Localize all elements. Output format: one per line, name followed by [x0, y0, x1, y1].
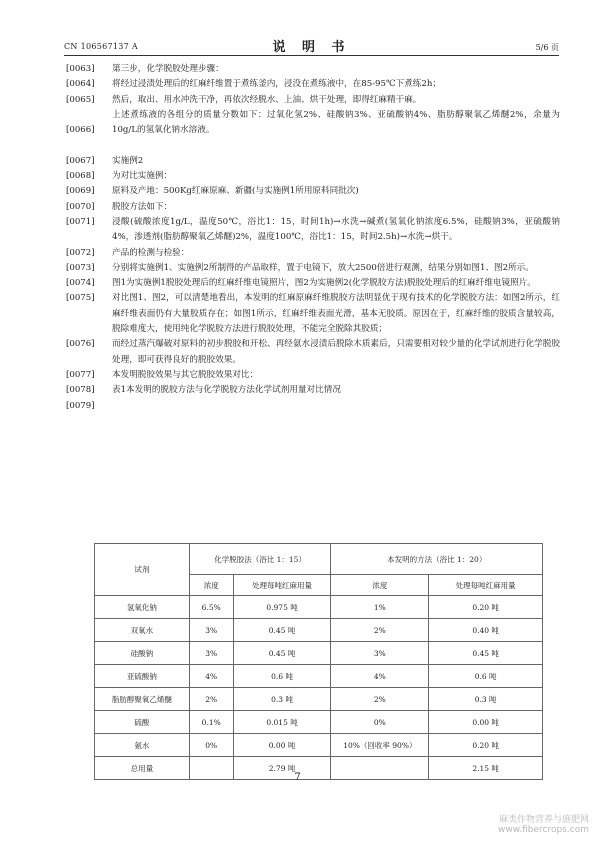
paragraph-text: 分别将实施例1、实施例2所制得的产品取样，置于电镜下，放大2500倍进行观测，结果分别如图1、图2所示。 [112, 262, 534, 273]
paragraph-text: 本发明脱胶效果与其它脱胶效果对比： [112, 369, 259, 380]
concentration-header: 浓度 [331, 575, 429, 596]
paragraph-text: 为对比实施例： [112, 171, 173, 182]
paragraph-text: 脱胶方法如下： [112, 201, 173, 212]
table-cell: 0.45 吨 [233, 642, 331, 665]
paragraph-number: [0072] [66, 247, 95, 258]
paragraph-text: 将经过浸渍处理后的红麻纤维置于煮练釜内，浸没在煮练液中，在85-95℃下煮练2h； [112, 79, 441, 90]
paragraph-text: 而经过蒸汽爆破对原料的初步脱胶和开松、再经氨水浸渍后脱除木质素后，只需要相对较少量的化学试剂进行化学脱胶处理，即可获得良好的脱胶效果。 [112, 339, 560, 365]
paragraph-text: 对比图1、图2，可以清楚地看出，本发明的红麻原麻纤维脱胶方法明显优于现有技术的化学脱胶方法：如图2所示，红麻纤维表面仍有大量胶质存在；如图1所示，红麻纤维表面光滑，基本无胶质。原因在于，红麻纤维的胶质含量较高，脱除难度大，使用纯化学脱胶方法进行脱胶处理，不能完全脱除其胶质； [112, 293, 560, 335]
table-cell: 3% [189, 642, 233, 665]
table-cell: 3% [331, 642, 429, 665]
table-row [95, 642, 543, 665]
paragraph-number: [0079] [66, 400, 95, 411]
paragraph-number: [0077] [66, 369, 95, 380]
table-cell: 0.975 吨 [233, 596, 331, 619]
table-cell: 2% [189, 688, 233, 711]
paragraph-text: 产品的检测与检验： [112, 247, 190, 258]
page-header [64, 36, 559, 56]
chemical-method-header: 化学脱胶法（浴比 1：15） [189, 544, 331, 575]
paragraph [66, 215, 560, 246]
paragraph [66, 276, 560, 291]
reagent-column-header: 试剂 [95, 544, 190, 596]
document-number: CN 106567137 A [64, 42, 138, 51]
table-cell: 0.20 吨 [429, 596, 543, 619]
table-cell: 0.45 吨 [429, 642, 543, 665]
paragraph [66, 93, 560, 108]
paragraph-number: [0071] [66, 216, 95, 227]
table-cell: 0.45 吨 [233, 619, 331, 642]
document-title: 说 明 书 [272, 40, 351, 55]
paragraph [66, 291, 560, 337]
table-cell: 2% [331, 619, 429, 642]
paragraph-text: 浸酸(硫酸浓度1g/L，温度50℃，浴比1：15，时间1h)→水洗→碱煮(氢氧化钠浓度6.5%，硅酸钠3%，亚硫酸钠4%，渗透剂(脂肪醇聚氧乙烯醚)2%，温度100℃，浴比1：15，时间2.5h)→水洗→烘干。 [112, 216, 560, 243]
reagent-name: 总用量 [95, 757, 190, 780]
table-header-row [95, 544, 543, 575]
paragraph [66, 108, 560, 139]
paragraph-number: [0064] [66, 79, 95, 90]
table-cell: 0.1% [189, 711, 233, 734]
reagent-name: 脂肪醇聚氧乙烯醚 [95, 688, 190, 711]
reagent-name: 亚硫酸钠 [95, 665, 190, 688]
paragraph [66, 169, 560, 184]
paragraph-number: [0063] [66, 64, 95, 74]
table-cell: 0.3 吨 [233, 688, 331, 711]
paragraph-text: 上述煮练液的各组分的质量分数如下：过氧化氢2%、硅酸钠3%、亚硫酸钠4%、脂肪醇聚氧乙烯醚2%，余量为10g/L的氢氧化钠水溶液。 [112, 109, 560, 136]
paragraph-number: [0076] [66, 339, 95, 350]
table-cell: 2.79 吨 [233, 757, 331, 780]
table-cell: 10%（回收率 90%） [331, 734, 429, 757]
paragraph-number: [0074] [66, 278, 95, 289]
paragraph-text: 表1本发明的脱胶方法与化学脱胶方法化学试剂用量对比情况 [112, 385, 341, 396]
table-cell: 3% [189, 619, 233, 642]
paragraph [66, 77, 560, 92]
paragraph-number: [0070] [66, 201, 95, 212]
invention-method-header: 本发明的方法（浴比 1：20） [331, 544, 543, 575]
paragraph [66, 337, 560, 368]
paragraph [66, 399, 560, 414]
paragraph [66, 154, 560, 169]
amount-header: 处理每吨红麻用量 [233, 575, 331, 596]
table-cell: 4% [189, 665, 233, 688]
table-cell: 0.00 吨 [429, 711, 543, 734]
concentration-header: 浓度 [189, 575, 233, 596]
reagent-name: 双氧水 [95, 619, 190, 642]
paragraph-number: [0068] [66, 171, 95, 182]
table-cell: 0.40 吨 [429, 619, 543, 642]
watermark-title: 麻类作物营养与施肥网 [498, 815, 589, 825]
paragraph-text: 然后，取出、用水冲洗干净，再依次经脱水、上油、烘干处理，即得红麻精干麻。 [112, 94, 422, 105]
table-cell: 0.3 吨 [429, 688, 543, 711]
table-cell: 0% [331, 711, 429, 734]
table-row [95, 619, 543, 642]
reagent-name: 硫酸 [95, 711, 190, 734]
paragraph-text: 图1为实施例1脱胶处理后的红麻纤维电镜照片，图2为实施例2(化学脱胶方法)脱胶处理后的红麻纤维电镜照片。 [112, 278, 536, 289]
watermark-url: www.fibercrops.com [498, 825, 589, 835]
paragraph [66, 368, 560, 383]
paragraph-number: [0073] [66, 262, 95, 273]
reagent-name: 氢氧化钠 [95, 596, 190, 619]
paragraph-number: [0067] [66, 155, 95, 166]
paragraph-number: [0075] [66, 293, 95, 304]
table-row [95, 734, 543, 757]
table-row [95, 596, 543, 619]
watermark [498, 815, 589, 835]
paragraph-text: 第三步，化学脱胶处理步骤： [112, 64, 224, 74]
paragraph-number: [0078] [66, 385, 95, 396]
paragraph-text: 原料及产地：500Kg红麻原麻、新疆(与实施例1所用原料同批次) [112, 186, 359, 197]
table-cell: 2.15 吨 [429, 757, 543, 780]
header-rule [64, 55, 559, 56]
paragraph-text: 实施例2 [112, 155, 144, 166]
table-row [95, 665, 543, 688]
table-cell: 0.6 吨 [429, 665, 543, 688]
table-cell: 0% [189, 734, 233, 757]
table-cell: 4% [331, 665, 429, 688]
paragraph-number: [0066] [66, 125, 95, 136]
reagent-name: 氨水 [95, 734, 190, 757]
paragraph [66, 383, 560, 398]
table-row [95, 688, 543, 711]
table-cell: 0.015 吨 [233, 711, 331, 734]
table-cell: 2% [331, 688, 429, 711]
reagent-name: 硅酸钠 [95, 642, 190, 665]
body-text [66, 62, 560, 414]
reagent-comparison-table [94, 543, 543, 780]
table-cell: 6.5% [189, 596, 233, 619]
paragraph [66, 246, 560, 261]
table-cell: 1% [331, 596, 429, 619]
paragraph [66, 261, 560, 276]
table-cell: 0.6 吨 [233, 665, 331, 688]
paragraph-number: [0069] [66, 186, 95, 197]
page-indicator: 5/6 页 [535, 43, 559, 52]
page-number: 7 [294, 772, 301, 783]
paragraph [66, 62, 560, 77]
amount-header: 处理每吨红麻用量 [429, 575, 543, 596]
paragraph [66, 200, 560, 215]
paragraph-number: [0065] [66, 94, 95, 105]
paragraph [66, 184, 560, 199]
table [94, 543, 543, 780]
table-row [95, 711, 543, 734]
table-cell: 0.20 吨 [429, 734, 543, 757]
table-cell: 0.00 吨 [233, 734, 331, 757]
